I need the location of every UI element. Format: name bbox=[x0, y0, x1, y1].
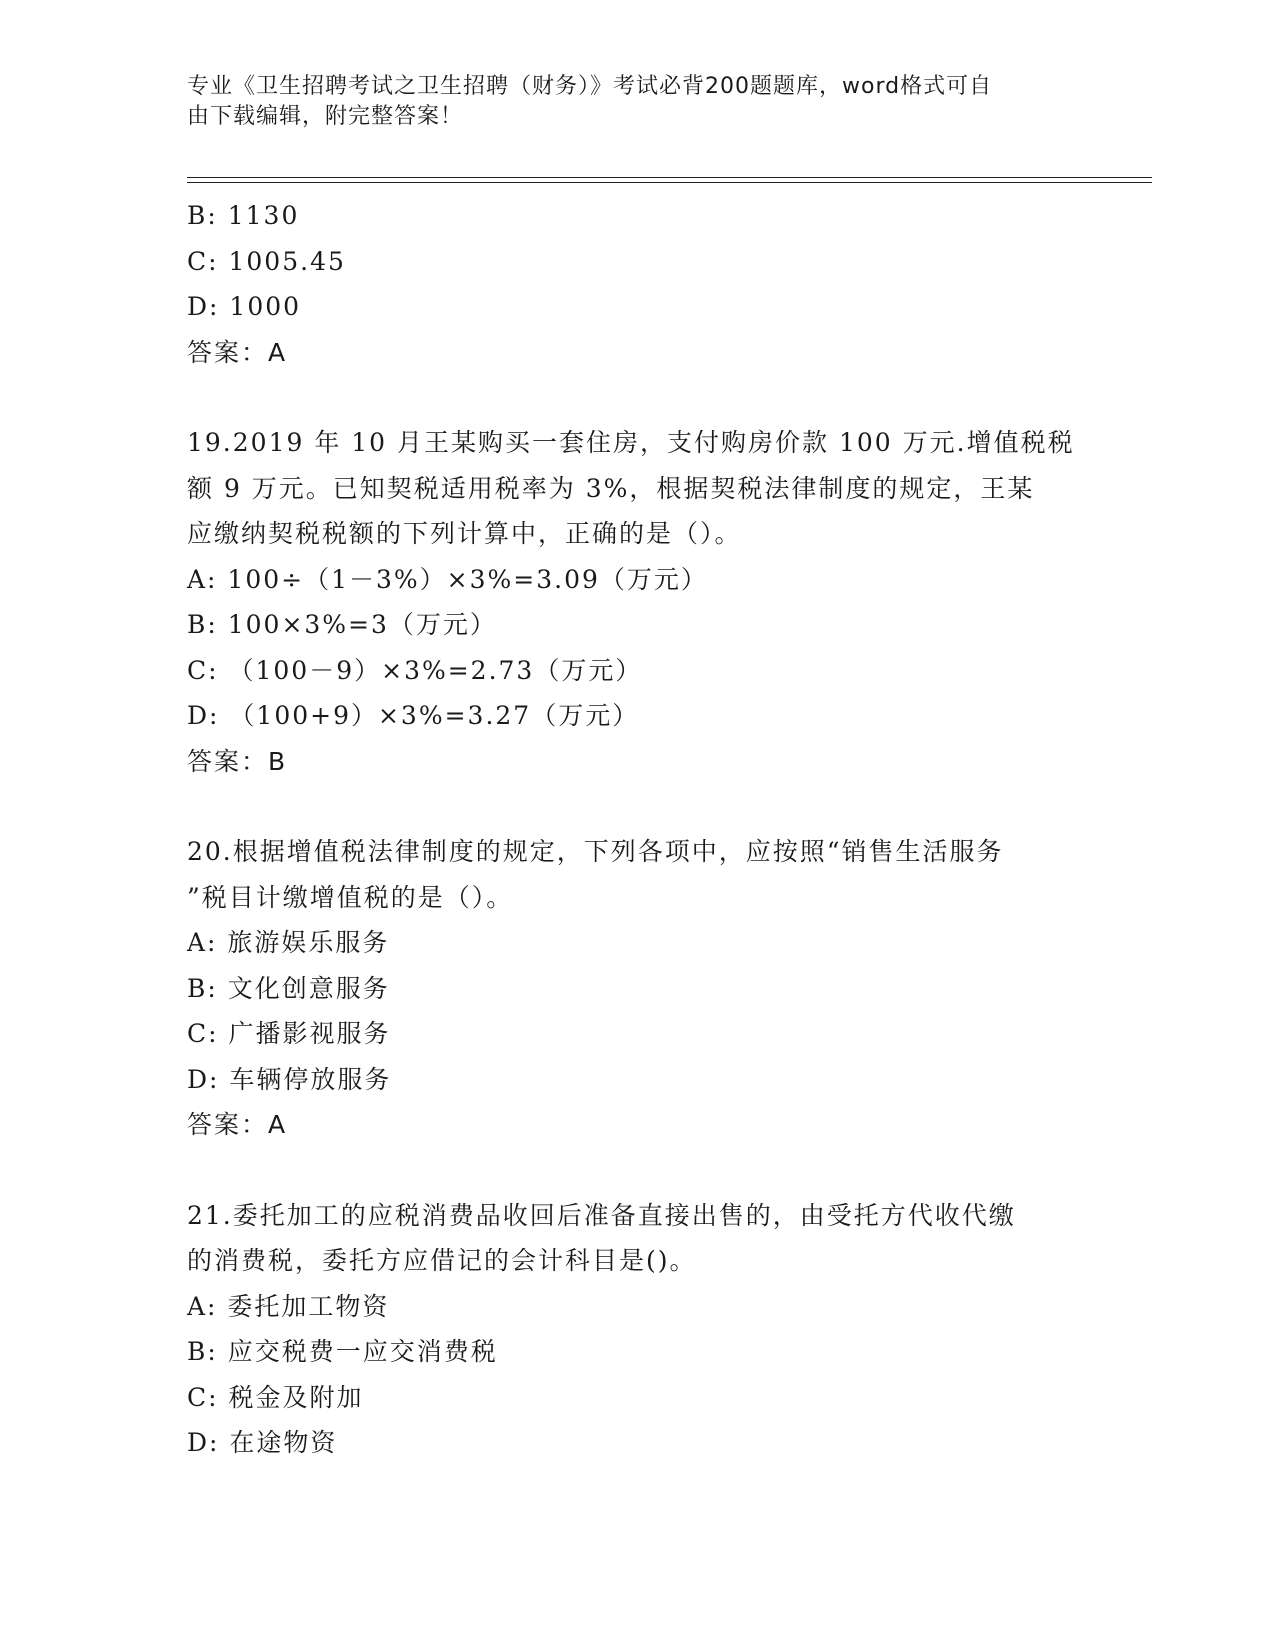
option-d: D: （100+9）×3%=3.27（万元） bbox=[187, 701, 640, 730]
option-d: D: 1000 bbox=[187, 292, 302, 321]
spacer bbox=[187, 375, 1087, 420]
header-line: 由下载编辑，附完整答案！ bbox=[187, 104, 464, 129]
option-c: C: （100－9）×3%=2.73（万元） bbox=[187, 655, 643, 685]
option-a: A: 委托加工物资 bbox=[187, 1291, 390, 1321]
spacer bbox=[187, 784, 1087, 829]
question-text: ”税目计缴增值税的是（）。 bbox=[187, 882, 514, 912]
option-c: C: 1005.45 bbox=[187, 246, 346, 276]
option-c: C: 广播影视服务 bbox=[187, 1019, 391, 1048]
option-b: B: 1130 bbox=[187, 201, 300, 230]
answer-line: 答案：A bbox=[187, 1110, 288, 1139]
question-text: 应缴纳契税税额的下列计算中，正确的是（）。 bbox=[187, 519, 742, 548]
question-20 bbox=[187, 829, 1087, 1148]
question-21 bbox=[187, 1193, 1087, 1466]
answer-line: 答案：A bbox=[187, 337, 288, 367]
question-18-tail bbox=[187, 193, 1087, 375]
option-b: B: 文化创意服务 bbox=[187, 973, 390, 1003]
option-a: A: 100÷（1－3%）×3%=3.09（万元） bbox=[187, 564, 708, 594]
option-d: D: 车辆停放服务 bbox=[187, 1064, 392, 1094]
question-19 bbox=[187, 420, 1087, 784]
header-line: 专业《卫生招聘考试之卫生招聘（财务）》考试必背200题题库，word格式可自 bbox=[187, 74, 993, 99]
question-text: 额 9 万元。已知契税适用税率为 3%，根据契税法律制度的规定，王某 bbox=[187, 473, 1035, 503]
question-list bbox=[187, 193, 1087, 1466]
question-text: 的消费税，委托方应借记的会计科目是()。 bbox=[187, 1246, 697, 1275]
document-header bbox=[187, 72, 1067, 132]
header-divider bbox=[187, 182, 1152, 183]
header-divider bbox=[187, 177, 1152, 178]
option-c: C: 税金及附加 bbox=[187, 1382, 364, 1412]
question-text: 19.2019 年 10 月王某购买一套住房，支付购房价款 100 万元.增值税税 bbox=[187, 428, 1075, 457]
option-a: A: 旅游娱乐服务 bbox=[187, 928, 390, 957]
question-text: 20.根据增值税法律制度的规定，下列各项中，应按照“销售生活服务 bbox=[187, 837, 1004, 866]
option-b: B: 应交税费一应交消费税 bbox=[187, 1337, 498, 1366]
option-d: D: 在途物资 bbox=[187, 1428, 338, 1457]
answer-line: 答案：B bbox=[187, 746, 288, 776]
option-b: B: 100×3%=3（万元） bbox=[187, 610, 497, 639]
spacer bbox=[187, 1148, 1087, 1193]
question-text: 21.委托加工的应税消费品收回后准备直接出售的，由受托方代收代缴 bbox=[187, 1200, 1016, 1230]
